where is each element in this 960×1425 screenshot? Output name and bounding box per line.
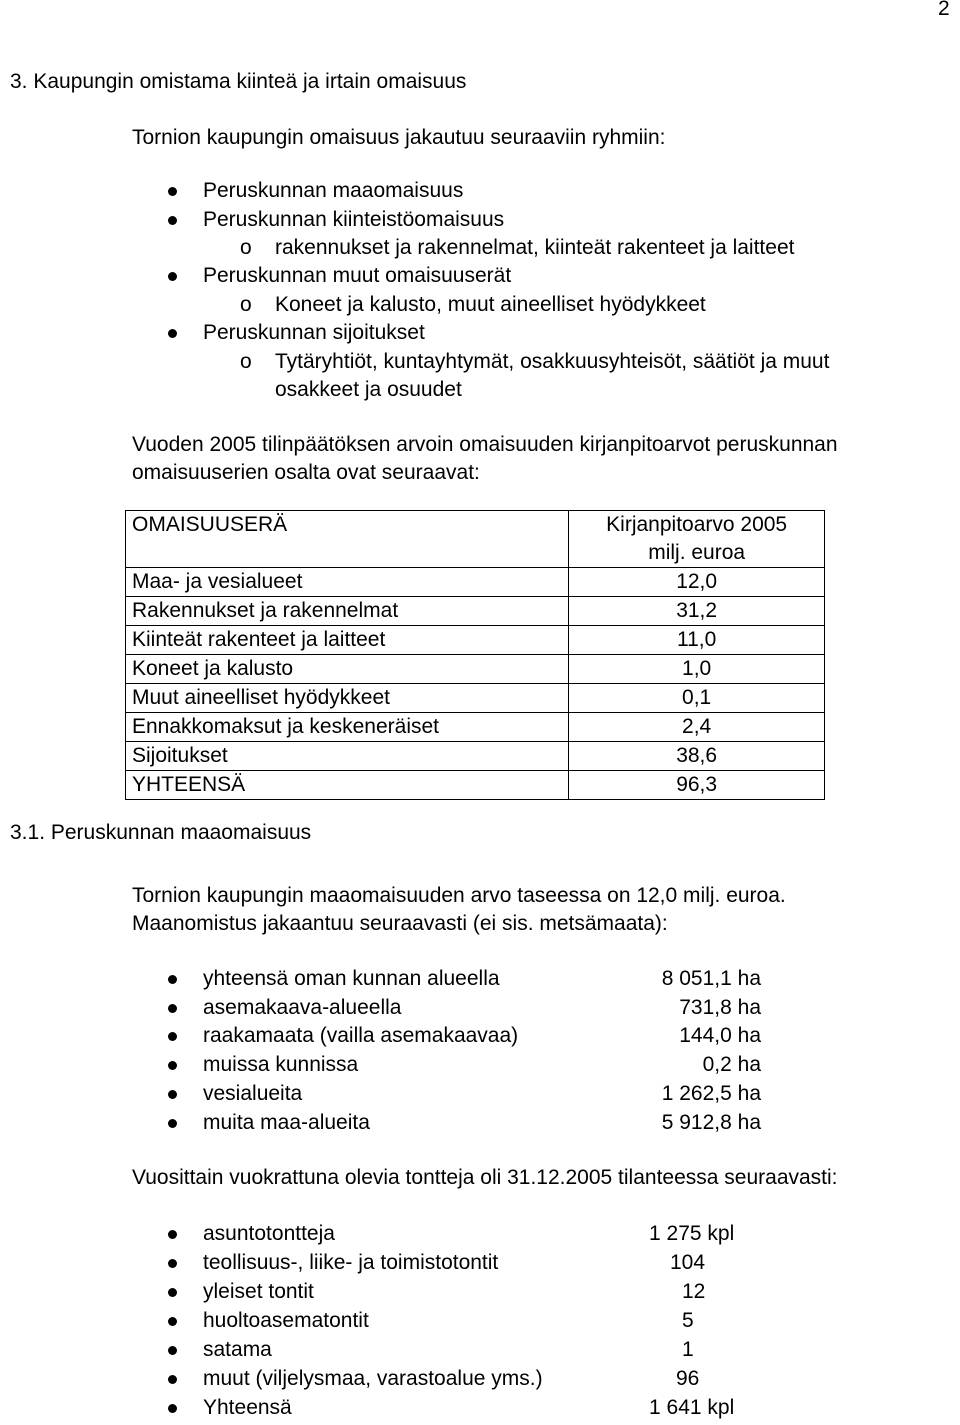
page-number: 2 (938, 0, 950, 20)
bullet-icon (168, 187, 177, 196)
group-subitem: Tytäryhtiöt, kuntayhtymät, osakkuusyhteisöt, säätiöt ja muut (275, 350, 830, 373)
sub-bullet-icon: o (240, 236, 252, 259)
bullet-icon (168, 1032, 177, 1041)
plot-item-value: 1 641 kpl (649, 1396, 735, 1419)
group-item: Peruskunnan kiinteistöomaisuus (203, 208, 505, 231)
table-cell-label: YHTEENSÄ (126, 771, 569, 800)
bullet-icon (168, 1288, 177, 1297)
table-cell-value: 12,0 (569, 568, 825, 597)
table-cell-label: Kiinteät rakenteet ja laitteet (126, 626, 569, 655)
plot-item-value: 96 (676, 1367, 700, 1390)
table-row (126, 655, 825, 684)
plot-item-value: 12 (682, 1280, 706, 1303)
bullet-icon (168, 1259, 177, 1268)
land-item-value: 0,2 ha (702, 1053, 761, 1076)
land-item-value: 5 912,8 ha (661, 1111, 761, 1134)
paragraph-line: omaisuuserien osalta ovat seuraavat: (132, 461, 480, 484)
plot-item-label: teollisuus-, liike- ja toimistotontit (203, 1251, 499, 1274)
table-header-line: milj. euroa (648, 541, 746, 564)
land-item-label: muissa kunnissa (203, 1053, 359, 1076)
plot-item-value: 1 (682, 1338, 694, 1361)
bullet-icon (168, 1317, 177, 1326)
section-title: 3. Kaupungin omistama kiinteä ja irtain omaisuus (10, 70, 467, 93)
plot-item-label: asuntotontteja (203, 1222, 335, 1245)
sub-bullet-icon: o (240, 293, 252, 316)
plot-item-label: Yhteensä (203, 1396, 292, 1419)
bullet-icon (168, 272, 177, 281)
paragraph-line: Maanomistus jakaantuu seuraavasti (ei sis. metsämaata): (132, 912, 668, 935)
land-item-value: 8 051,1 ha (661, 967, 761, 990)
bullet-icon (168, 1061, 177, 1070)
table-row (126, 713, 825, 742)
plot-item-label: huoltoasematontit (203, 1309, 369, 1332)
table-header-cell (569, 511, 825, 568)
land-item-label: raakamaata (vailla asemakaavaa) (203, 1024, 519, 1047)
plot-item-label: muut (viljelysmaa, varastoalue yms.) (203, 1367, 543, 1390)
bullet-icon (168, 1230, 177, 1239)
bullet-icon (168, 216, 177, 225)
plot-item-value: 5 (682, 1309, 694, 1332)
paragraph-line: Vuosittain vuokrattuna olevia tontteja oli 31.12.2005 tilanteessa seuraavasti: (132, 1166, 838, 1189)
table-cell-label: Ennakkomaksut ja keskeneräiset (126, 713, 569, 742)
land-item-value: 731,8 ha (679, 996, 761, 1019)
group-subitem-continued: osakkeet ja osuudet (275, 378, 462, 401)
bullet-icon (168, 1004, 177, 1013)
land-item-label: yhteensä oman kunnan alueella (203, 967, 500, 990)
table-cell-label: Sijoitukset (126, 742, 569, 771)
sub-bullet-icon: o (240, 350, 252, 373)
bullet-icon (168, 975, 177, 984)
paragraph-line: Tornion kaupungin maaomaisuuden arvo taseessa on 12,0 milj. euroa. (132, 884, 786, 907)
land-item-label: asemakaava-alueella (203, 996, 402, 1019)
table-cell-label: Maa- ja vesialueet (126, 568, 569, 597)
table-cell-value: 2,4 (569, 713, 825, 742)
plot-item-label: yleiset tontit (203, 1280, 314, 1303)
plot-item-value: 1 275 kpl (649, 1222, 735, 1245)
land-item-label: vesialueita (203, 1082, 303, 1105)
bullet-icon (168, 1119, 177, 1128)
plot-item-label: satama (203, 1338, 272, 1361)
land-item-value: 144,0 ha (679, 1024, 761, 1047)
table-row (126, 568, 825, 597)
group-subitem: rakennukset ja rakennelmat, kiinteät rakenteet ja laitteet (275, 236, 795, 259)
table-cell-label: Rakennukset ja rakennelmat (126, 597, 569, 626)
group-item: Peruskunnan muut omaisuuserät (203, 264, 512, 287)
group-subitem: Koneet ja kalusto, muut aineelliset hyödykkeet (275, 293, 706, 316)
asset-table (125, 510, 825, 800)
table-row (126, 742, 825, 771)
bullet-icon (168, 1375, 177, 1384)
bullet-icon (168, 329, 177, 338)
subsection-title: 3.1. Peruskunnan maaomaisuus (10, 821, 312, 844)
bullet-icon (168, 1346, 177, 1355)
table-cell-value: 96,3 (569, 771, 825, 800)
table-row (126, 626, 825, 655)
bullet-icon (168, 1090, 177, 1099)
bullet-icon (168, 1404, 177, 1413)
table-cell-value: 0,1 (569, 684, 825, 713)
paragraph-line: Vuoden 2005 tilinpäätöksen arvoin omaisuuden kirjanpitoarvot peruskunnan (132, 433, 838, 456)
table-header-row (126, 511, 825, 568)
land-item-value: 1 262,5 ha (661, 1082, 761, 1105)
intro-text: Tornion kaupungin omaisuus jakautuu seuraaviin ryhmiin: (132, 126, 666, 149)
table-cell-value: 1,0 (569, 655, 825, 684)
table-cell-value: 11,0 (569, 626, 825, 655)
table-cell-label: Muut aineelliset hyödykkeet (126, 684, 569, 713)
table-row (126, 684, 825, 713)
table-header-line: Kirjanpitoarvo 2005 (606, 513, 788, 536)
plot-item-value: 104 (670, 1251, 706, 1274)
table-cell-label: Koneet ja kalusto (126, 655, 569, 684)
group-item: Peruskunnan maaomaisuus (203, 179, 464, 202)
table-row (126, 771, 825, 800)
group-item: Peruskunnan sijoitukset (203, 321, 425, 344)
land-item-label: muita maa-alueita (203, 1111, 370, 1134)
table-row (126, 597, 825, 626)
table-header-cell: OMAISUUSERÄ (126, 511, 569, 568)
table-cell-value: 38,6 (569, 742, 825, 771)
table-cell-value: 31,2 (569, 597, 825, 626)
